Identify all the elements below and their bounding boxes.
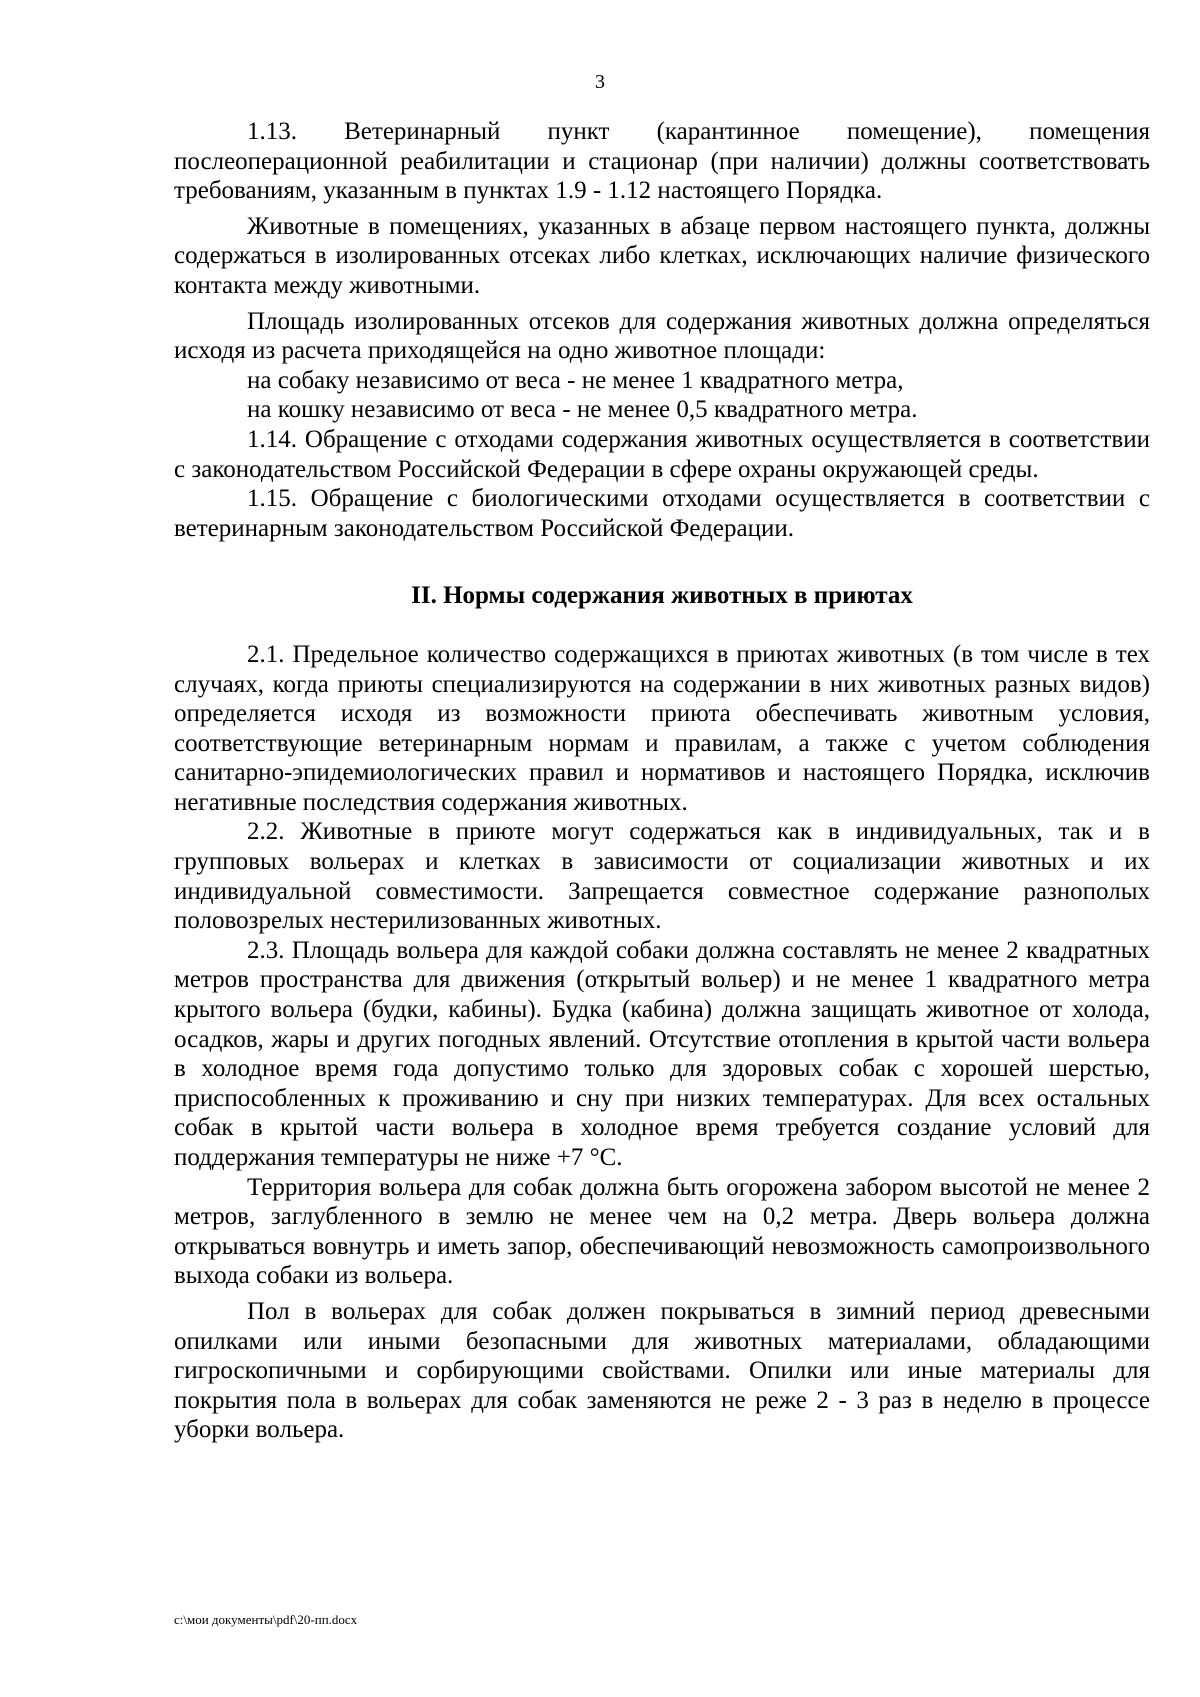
paragraph-1-13-animals: Животные в помещениях, указанных в абзаце первом настоящего пункта, должны содержаться в изолированных отсеках либо клетках, исключающих наличие физического контакта между животными. <box>174 212 1150 299</box>
paragraph-1-13: 1.13. Ветеринарный пункт (карантинное помещение), помещения послеоперационной реабилитации и стационар (при наличии) должны соответствовать требованиям, указанным в пунктах 1.9 - 1.12 настоящего Порядка. <box>174 118 1150 205</box>
paragraph-2-1: 2.1. Предельное количество содержащихся в приютах животных (в том числе в тех случаях, когда приюты специализируются на содержании в них животных разных видов) определяется исходя из возможности приюта обеспечивать животным условия, соответствующие ветеринарным нормам и правилам, а также с учетом соблюдения санитарно-эпидемиологических правил и нормативов и настоящего Порядка, исключив негативные последствия содержания животных. <box>174 640 1150 816</box>
paragraph-2-2: 2.2. Животные в приюте могут содержаться как в индивидуальных, так и в групповых вольерах и клетках в зависимости от социализации животных и их индивидуальной совместимости. Запрещается совместное содержание разнополых половозрелых нестерилизованных животных. <box>174 818 1150 935</box>
section-heading: II. Нормы содержания животных в приютах <box>411 582 913 610</box>
paragraph-1-13-area: Площадь изолированных отсеков для содержания животных должна определяться исходя из расчета приходящейся на одно животное площади: <box>174 307 1150 365</box>
paragraph-1-13-dog-area: на собаку независимо от веса - не менее 1 квадратного метра, <box>247 366 904 394</box>
paragraph-1-13-cat-area: на кошку независимо от веса - не менее 0,5 квадратного метра. <box>247 396 918 424</box>
paragraph-2-3-fence: Территория вольера для собак должна быть огорожена забором высотой не менее 2 метров, заглубленного в землю не менее чем на 0,2 метра. Дверь вольера должна открываться вовнутрь и иметь запор, обеспечивающий невозможность самопроизвольного выхода собаки из вольера. <box>174 1173 1150 1290</box>
page-number: 3 <box>595 71 605 93</box>
document-body <box>174 117 1150 1445</box>
paragraph-2-3: 2.3. Площадь вольера для каждой собаки должна составлять не менее 2 квадратных метров пространства для движения (открытый вольер) и не менее 1 квадратного метра крытого вольера (будки, кабины). Будка (кабина) должна защищать животное от холода, осадков, жары и других погодных явлений. Отсутствие отопления в крытой части вольера в холодное время года допустимо только для здоровых собак с хорошей шерстью, приспособленных к проживанию и сну при низких температурах. Для всех остальных собак в крытой части вольера в холодное время требуется создание условий для поддержания температуры не ниже +7 °С. <box>174 936 1150 1171</box>
footer-file-path: c:\мои документы\pdf\20-пп.docx <box>174 1612 358 1627</box>
paragraph-1-15: 1.15. Обращение с биологическими отходами осуществляется в соответствии с ветеринарным законодательством Российской Федерации. <box>174 485 1150 542</box>
paragraph-1-14: 1.14. Обращение с отходами содержания животных осуществляется в соответствии с законодательством Российской Федерации в сфере охраны окружающей среды. <box>174 425 1150 483</box>
paragraph-2-3-floor: Пол в вольерах для собак должен покрываться в зимний период древесными опилками или иными безопасными для животных материалами, обладающими гигроскопичными и сорбирующими свойствами. Опилки или иные материалы для покрытия пола в вольерах для собак заменяются не реже 2 - 3 раз в неделю в процессе уборки вольера. <box>174 1297 1150 1444</box>
